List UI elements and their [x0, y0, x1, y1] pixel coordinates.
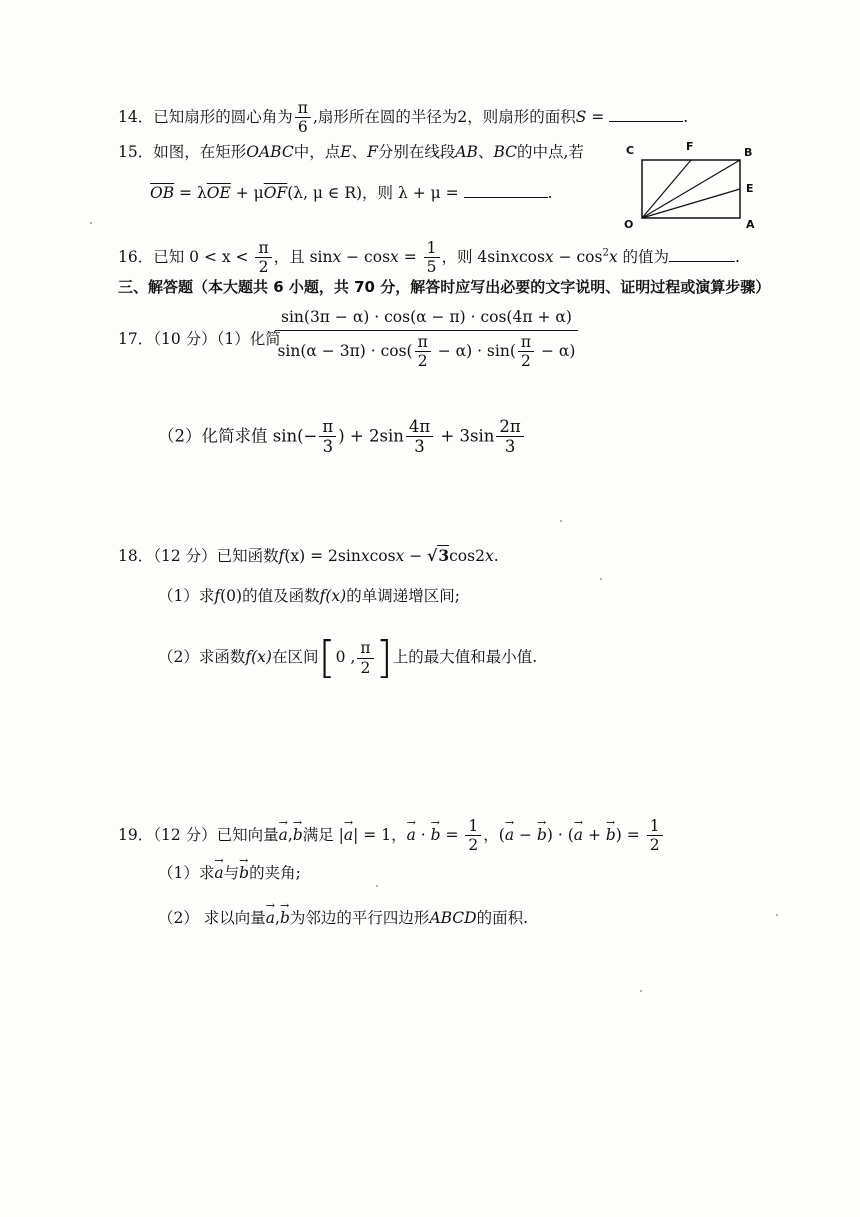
question-16	[118, 240, 740, 276]
section-heading: 三、解答题（本大题共 6 小题，共 70 分，解答时应写出必要的文字说明、证明过程或演算步骤）	[118, 278, 771, 296]
q16-fraction-1	[255, 240, 271, 276]
q16-x5: x	[608, 247, 618, 266]
q18-f: f	[278, 547, 285, 565]
q19-frac1-num: 1	[465, 818, 481, 836]
q16-text-2: ，且 sin	[273, 247, 333, 266]
scan-speck	[90, 222, 92, 224]
q14-text-1: 已知扇形的圆心角为	[153, 107, 293, 126]
question-15-line-1	[118, 141, 584, 163]
q17-p2-fraction-3	[496, 418, 523, 456]
q16-text-7: − cos	[553, 247, 603, 266]
q18-p2b: 在区间	[271, 648, 319, 666]
q16-frac2-num: 1	[424, 240, 440, 258]
q19-frac2-den: 2	[649, 836, 660, 855]
q19-t2: | = 1，	[353, 825, 407, 844]
q18-interval-fraction	[357, 640, 373, 676]
q17-denominator	[275, 331, 578, 370]
q16-frac1-den: 2	[258, 258, 269, 277]
q18-p2a: （2）求函数	[158, 648, 246, 666]
q15-text-5: ，则 λ + μ =	[362, 184, 464, 202]
q15-seg-ab: AB	[455, 143, 478, 161]
scan-speck	[640, 990, 642, 992]
q19-p2c: 的面积.	[476, 909, 529, 927]
q15-vec-ob: $\overline{OB}$	[150, 184, 175, 202]
q15-text-2: 中，点	[293, 143, 341, 161]
q18-p1c: 的单调递增区间;	[346, 587, 460, 605]
q15-vec-oe: $\overline{OE}$	[206, 184, 231, 202]
q17-den-frac2-num: π	[518, 334, 534, 352]
q18-t1: (x) = 2sin	[284, 547, 361, 565]
q17-p2-frac2-den: 3	[414, 437, 425, 457]
q15-text-3: 分别在线段	[377, 143, 456, 161]
q17-p2-frac1-num: π	[319, 418, 336, 437]
q16-end: .	[735, 247, 740, 266]
q19-p2a: （2） 求以向量	[158, 909, 266, 927]
q18-sqrt-value: 3	[438, 546, 450, 565]
q17-p2-frac3-num: 2π	[496, 418, 523, 437]
q19-p2b: 为邻边的平行四边形	[289, 909, 430, 927]
q19-plus: +	[583, 825, 606, 844]
scan-speck	[776, 914, 778, 916]
q17-den-fraction-1	[415, 334, 431, 370]
q19-p1-vec-b: → b	[239, 862, 249, 884]
scan-speck	[560, 520, 562, 522]
q17-p2-frac2-num: 4π	[406, 418, 433, 437]
q15-seg-bc: BC	[493, 143, 517, 161]
q18-t2: cos	[369, 547, 396, 565]
q19-vec-a-4: → a	[505, 824, 514, 846]
q19-dot: ·	[415, 825, 431, 844]
q16-x2: x	[390, 247, 399, 266]
q19-vec-a-2: → a	[344, 824, 353, 846]
q17-numerator: sin(3π − α) · cos(α − π) · cos(4π + α)	[275, 308, 578, 331]
q18-int-num: π	[357, 640, 373, 658]
q18-p1-x: (x)	[325, 587, 347, 605]
label-a: A	[746, 218, 755, 231]
scan-speck	[376, 885, 378, 887]
q16-x1: x	[332, 247, 342, 266]
q14-fraction	[295, 100, 311, 136]
q15-end: .	[547, 184, 553, 202]
q18-right-bracket: ]	[375, 632, 393, 683]
q19-t3: ，(	[483, 825, 505, 844]
label-c: C	[626, 144, 635, 157]
q18-p1b: (0)的值及函数	[220, 587, 320, 605]
q17-p2-fraction-1	[319, 418, 336, 456]
q18-t4: cos2	[449, 547, 485, 565]
q19-text: 19．（12 分）已知向量	[118, 825, 279, 844]
q14-number: 14．	[118, 107, 154, 126]
question-17-part-2	[158, 418, 526, 456]
q19-vec-b: → b	[293, 824, 303, 846]
question-15-line-2	[150, 182, 553, 204]
q17-den-part-3: − α)	[536, 341, 576, 360]
q16-frac2-den: 5	[426, 258, 437, 277]
q15-sep-2: 、	[477, 143, 494, 161]
q17-p2-fraction-2	[406, 418, 433, 456]
q16-text-5: ，则 4sin	[441, 247, 511, 266]
q17-den-part-1: sin(α − 3π) · cos(	[277, 341, 413, 360]
q19-vec-b-4: → b	[606, 824, 616, 846]
q18-x3: x	[484, 547, 494, 565]
q15-plus: + μ	[230, 184, 264, 202]
q19-t1: 满足 |	[302, 825, 344, 844]
q18-sqrt-sign: √	[427, 546, 438, 565]
q14-end: .	[683, 107, 689, 126]
q18-p1-f2: f	[319, 587, 326, 605]
q16-number: 16．	[118, 247, 154, 266]
q19-vec-a-3: → a	[407, 824, 416, 846]
q19-t4: ) · (	[546, 825, 574, 844]
q18-int-den: 2	[360, 658, 371, 677]
q15-sep: 、	[351, 143, 368, 161]
q17-den-frac2-den: 2	[521, 352, 531, 371]
q18-p1-f: f	[214, 587, 221, 605]
q18-p2-f: f	[245, 648, 252, 666]
q16-text-8: 的值为	[617, 247, 670, 266]
q15-cond: (λ, μ ∈ R)	[287, 184, 363, 202]
q19-p1-vec-a: → a	[214, 862, 223, 884]
q16-sup: 2	[602, 247, 609, 259]
q19-vec-b-3: → b	[537, 824, 547, 846]
q19-t5: ) =	[615, 825, 645, 844]
q19-p1c: 的夹角;	[249, 864, 301, 882]
q19-vec-a-5: → a	[574, 824, 583, 846]
q15-text-4: 的中点,若	[517, 143, 584, 161]
q15-vec-of: $\overline{OF}$	[263, 184, 288, 202]
label-e: E	[746, 182, 754, 195]
q15-rect: OABC	[246, 143, 294, 161]
q18-x2: x	[395, 547, 405, 565]
label-b: B	[744, 146, 753, 159]
q19-eq: =	[440, 825, 464, 844]
q17-p2-mid-1: ) + 2sin	[338, 426, 404, 446]
q16-text-4: =	[398, 247, 422, 266]
q19-vec-b-2: → b	[431, 824, 441, 846]
q18-text: 18．（12 分）已知函数	[118, 547, 279, 565]
question-18	[118, 545, 499, 567]
q18-x1: x	[360, 547, 370, 565]
q19-p2-name: ABCD	[429, 909, 477, 927]
q15-number: 15．	[118, 143, 154, 161]
q17-p2-frac1-den: 3	[322, 437, 334, 457]
q15-eq1: = λ	[174, 184, 207, 202]
q17-p2-frac3-den: 3	[504, 437, 516, 457]
rectangle-diagram	[618, 140, 768, 236]
q14-var-s: S	[575, 107, 587, 126]
q17-den-fraction-2	[518, 334, 534, 370]
q14-frac-num: π	[295, 100, 311, 118]
segment-oe	[642, 189, 740, 218]
q19-frac2-num: 1	[647, 818, 663, 836]
q18-p2c: 上的最大值和最小值.	[392, 648, 538, 666]
q16-x3: x	[510, 247, 519, 266]
q19-p2-vec-b: → b	[280, 907, 290, 929]
q16-text-3: − cos	[341, 247, 391, 266]
q19-p2-comma: ,	[275, 909, 280, 927]
q19-p1a: （1）求	[158, 864, 215, 882]
q19-vec-a: → a	[279, 824, 288, 846]
q16-x4: x	[544, 247, 554, 266]
q18-int-left: 0 ,	[335, 648, 356, 666]
question-19	[118, 818, 665, 854]
segment-ob	[642, 160, 740, 218]
q14-eq: =	[586, 107, 610, 126]
q17-p2-text: （2）化简求值 sin(−	[158, 426, 318, 446]
q18-left-bracket: [	[318, 632, 336, 683]
question-14	[118, 100, 688, 136]
q16-text-6: cos	[518, 247, 545, 266]
question-17-label: 17．（10 分）（1）化简	[118, 330, 281, 348]
q16-answer-blank[interactable]	[669, 247, 735, 262]
q14-frac-den: 6	[297, 118, 308, 137]
q15-answer-blank[interactable]	[464, 183, 548, 198]
q19-p2-vec-a: → a	[266, 907, 275, 929]
q19-frac1-den: 2	[468, 836, 479, 855]
q19-fraction-2	[647, 818, 663, 854]
q18-t3: −	[404, 547, 428, 565]
q17-den-frac1-den: 2	[417, 352, 428, 371]
scan-speck	[600, 578, 602, 580]
q19-fraction-1	[465, 818, 481, 854]
question-18-part-1	[158, 585, 460, 607]
q14-text-2: ,扇形所在圆的半径为2，则扇形的面积	[312, 107, 576, 126]
question-19-part-1	[158, 862, 301, 884]
q17-den-frac1-num: π	[415, 334, 431, 352]
q16-fraction-2	[424, 240, 440, 276]
question-18-part-2	[158, 632, 538, 683]
q16-frac1-num: π	[255, 240, 271, 258]
q16-text-1: 已知 0 < x <	[153, 247, 254, 266]
q15-point-e: E	[340, 143, 352, 161]
question-19-part-2	[158, 907, 528, 929]
q19-p1b: 与	[223, 864, 240, 882]
label-f: F	[686, 140, 694, 153]
q19-comma: ,	[287, 825, 293, 844]
q17-p2-mid-2: + 3sin	[435, 426, 495, 446]
q19-minus: −	[514, 825, 537, 844]
q18-p2-x: (x)	[251, 648, 272, 666]
label-o: O	[624, 218, 634, 231]
q14-answer-blank[interactable]	[609, 107, 683, 122]
segment-of	[642, 160, 691, 218]
q15-point-f: F	[367, 143, 378, 161]
q18-end: .	[493, 547, 499, 565]
q17-den-part-2: − α) · sin(	[432, 341, 516, 360]
q17-fraction	[275, 308, 578, 370]
q15-text-1: 如图，在矩形	[153, 143, 247, 161]
q18-p1a: （1）求	[158, 587, 215, 605]
